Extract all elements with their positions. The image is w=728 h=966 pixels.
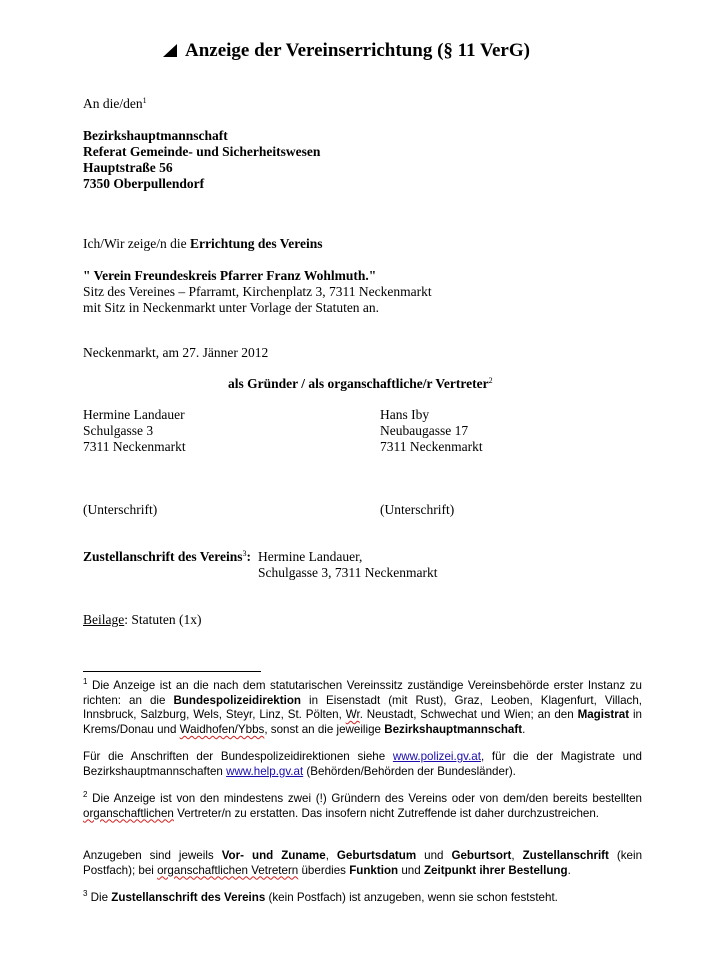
founder-city: 7311 Neckenmarkt [380,439,483,454]
founder-name: Hermine Landauer [83,407,185,422]
footnote-1: $^1$ Die Anzeige ist an die nach dem statutarischen Vereinssitz zuständige Vereinsbehörde erster Instanz zu richten: an die Bundespolizeidirektion in Eisenstadt (mit Rust), Graz, Leoben, Klagenfurt, Villach, Innsbruck, Salzburg, Wels, Steyr, Linz, St. Pölten, Wr. Neustadt, Schwechat und Wien; an den Magistrat in Krems/Donau und Waidhofen/Ybbs, sonst an die jeweilige Bezirkshauptmannschaft. [83,677,643,736]
triangle-marker-icon [163,44,177,57]
polizei-link[interactable]: www.polizei.gv.at [392,750,481,763]
footnote-3: $^3$ Die Zustellanschrift des Vereins (kein Postfach) ist anzugeben, wenn sie schon feststeht. [83,889,558,904]
footnote-ref-2: 2 [488,376,493,385]
recipient-line: Referat Gemeinde- und Sicherheitswesen [83,144,321,159]
founders-heading: als Gründer / als organschaftliche/r Vertreter$^2$ [228,376,493,391]
footnote-ref-1: 1 [142,96,147,105]
recipient-line: Hauptstraße 56 [83,160,173,175]
statutes-line: mit Sitz in Neckenmarkt unter Vorlage der Statuten an. [83,300,380,315]
footnote-2: $^2$ Die Anzeige ist von den mindestens zwei (!) Gründern des Vereins oder von dem/den bereits bestellten organschaftlichen Vertreter/n zu erstatten. Das insofern nicht Zutreffende ist daher durchzustreichen. [83,790,642,820]
recipient-intro: An die/den$^1$ [83,96,147,111]
signature-label-1: (Unterschrift) [83,502,158,517]
signature-label-2: (Unterschrift) [380,502,455,517]
founder-1 [83,407,186,455]
founder-street: Schulgasse 3 [83,423,154,438]
notice-body [83,268,432,316]
footnote-ref-3: 3 [242,549,247,558]
place-date: Neckenmarkt, am 27. Jänner 2012 [83,345,269,360]
footnote-1-addresses: Für die Anschriften der Bundespolizeidirektionen siehe www.polizei.gv.at, für die der Magistrate und Bezirkshauptmannschaften www.help.gv.at (Behörden/Behörden der Bundesländer). [83,750,642,778]
help-link[interactable]: www.help.gv.at [226,764,304,778]
recipient-line: 7350 Oberpullendorf [83,176,205,191]
delivery-line-1: Hermine Landauer, [258,549,363,564]
footnote-2-details: Anzugeben sind jeweils Vor- und Zuname, Geburtsdatum und Geburtsort, Zustellanschrift (kein Postfach); bei organschaftlichen Vetretern überdies Funktion und Zeitpunkt ihrer Bestellung. [83,849,643,877]
document-title [163,40,530,62]
title-text: Anzeige der Vereinserrichtung (§ 11 VerG) [185,40,530,61]
delivery-label: Zustellanschrift des Vereins$^3$: [83,549,252,564]
recipient-address [83,128,320,192]
founder-2 [380,407,483,455]
footnote-separator [83,671,261,672]
attachment [83,612,201,628]
notice-intro: Ich/Wir zeige/n die Errichtung des Vereins [83,236,323,251]
founder-city: 7311 Neckenmarkt [83,439,186,454]
delivery-line-2: Schulgasse 3, 7311 Neckenmarkt [258,565,438,580]
recipient-line: Bezirkshauptmannschaft [83,128,228,143]
club-name: " Verein Freundeskreis Pfarrer Franz Wohlmuth." [83,268,377,283]
seat-line: Sitz des Vereines – Pfarramt, Kirchenplatz 3, 7311 Neckenmarkt [83,284,432,299]
founder-street: Neubaugasse 17 [380,423,469,438]
attachment-label: Beilage [83,612,125,627]
founder-name: Hans Iby [380,407,430,422]
attachment-value: : Statuten (1x) [124,612,202,627]
